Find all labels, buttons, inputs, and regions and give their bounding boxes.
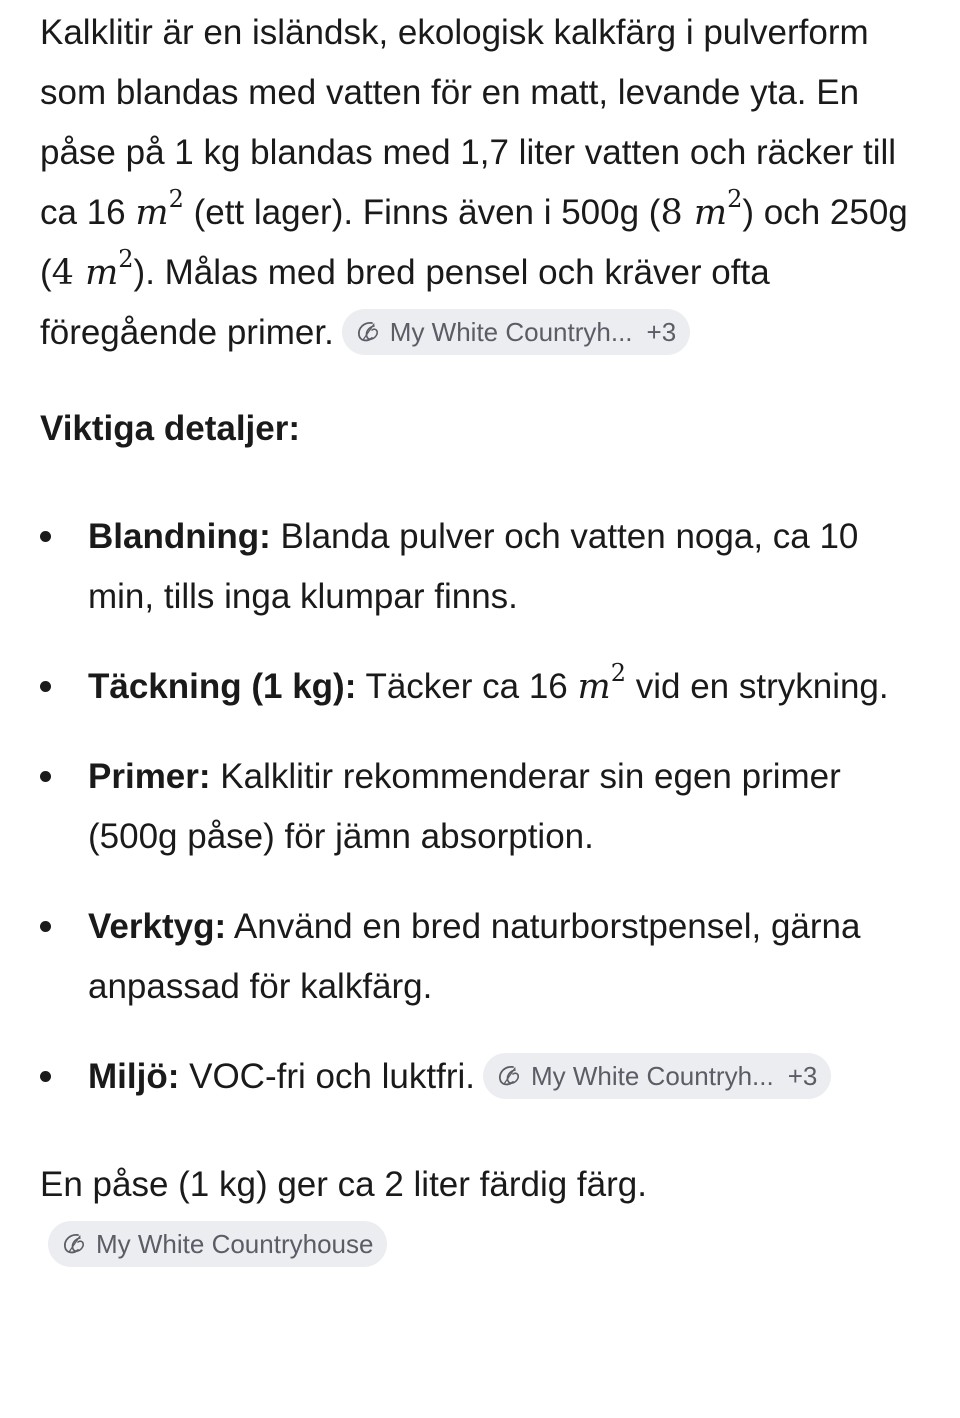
unit-exponent: 2 — [727, 185, 743, 214]
closing-paragraph — [40, 1137, 920, 1275]
unit-m-letter: m — [135, 193, 169, 233]
list-item — [40, 1047, 920, 1107]
bullet-icon — [40, 681, 51, 692]
list-item — [40, 747, 920, 867]
math-number-8: 8 — [660, 193, 694, 233]
unit-m-letter: m — [85, 253, 119, 293]
unit-m-letter: m — [577, 667, 611, 707]
item-text: Använd en bred naturborstpensel, gärna anpassad för kalkfärg. — [88, 907, 861, 1006]
unit-m — [693, 185, 743, 233]
unit-m — [577, 659, 626, 707]
citation-chip[interactable] — [483, 1053, 831, 1099]
intro-text-2: (ett lager). Finns även i 500g ( — [183, 193, 661, 232]
list-item — [40, 657, 920, 717]
bullet-icon — [40, 531, 51, 542]
citation-label: My White Countryh... — [530, 1060, 774, 1091]
item-label: Blandning: — [88, 517, 271, 556]
source-logo-icon — [495, 1062, 523, 1090]
citation-more-count: +3 — [646, 316, 677, 347]
details-list — [40, 459, 920, 1107]
list-item — [40, 507, 920, 627]
unit-m-letter: m — [693, 193, 728, 233]
item-label: Primer: — [88, 757, 211, 796]
closing-text: En påse (1 kg) ger ca 2 liter färdig färg. — [40, 1165, 647, 1204]
source-logo-icon — [60, 1230, 88, 1258]
unit-exponent: 2 — [118, 245, 134, 274]
item-text: Kalklitir rekommenderar sin egen primer (500g påse) för jämn absorption. — [88, 757, 841, 856]
item-text: VOC-fri och luktfri. — [179, 1057, 475, 1096]
unit-m — [85, 245, 134, 293]
unit-exponent: 2 — [168, 185, 184, 214]
intro-paragraph — [40, 0, 920, 363]
citation-label: My White Countryh... — [389, 316, 633, 347]
bullet-icon — [40, 921, 51, 932]
bullet-icon — [40, 771, 51, 782]
intro-text-3: ) och 250g ( — [40, 193, 908, 292]
citation-label: My White Countryhouse — [96, 1228, 374, 1259]
unit-m — [135, 185, 184, 233]
intro-text-1: Kalklitir är en isländsk, ekologisk kalkfärg i pulverform som blandas med vatten för en matt, levande yta. En påse på 1 kg blandas med 1,7 liter vatten och räcker till ca 16 — [40, 13, 897, 232]
section-heading: Viktiga detaljer: — [40, 409, 301, 448]
item-text: Täcker ca 16 — [356, 667, 578, 706]
citation-chip[interactable] — [48, 1221, 387, 1267]
item-text: Blanda pulver och vatten noga, ca 10 min, tills inga klumpar finns. — [88, 517, 859, 616]
list-item — [40, 897, 920, 1017]
bullet-icon — [40, 1071, 51, 1082]
item-label: Täckning (1 kg): — [88, 667, 357, 706]
item-label: Miljö: — [88, 1057, 180, 1096]
unit-exponent: 2 — [610, 659, 626, 688]
math-number-4: 4 — [51, 253, 86, 293]
item-text: vid en strykning. — [626, 667, 889, 706]
citation-more-count: +3 — [787, 1060, 818, 1091]
source-logo-icon — [354, 318, 382, 346]
intro-text-4: ). Målas med bred pensel och kräver ofta föregående primer. — [40, 253, 770, 352]
item-label: Verktyg: — [88, 907, 227, 946]
citation-chip[interactable] — [342, 309, 690, 355]
